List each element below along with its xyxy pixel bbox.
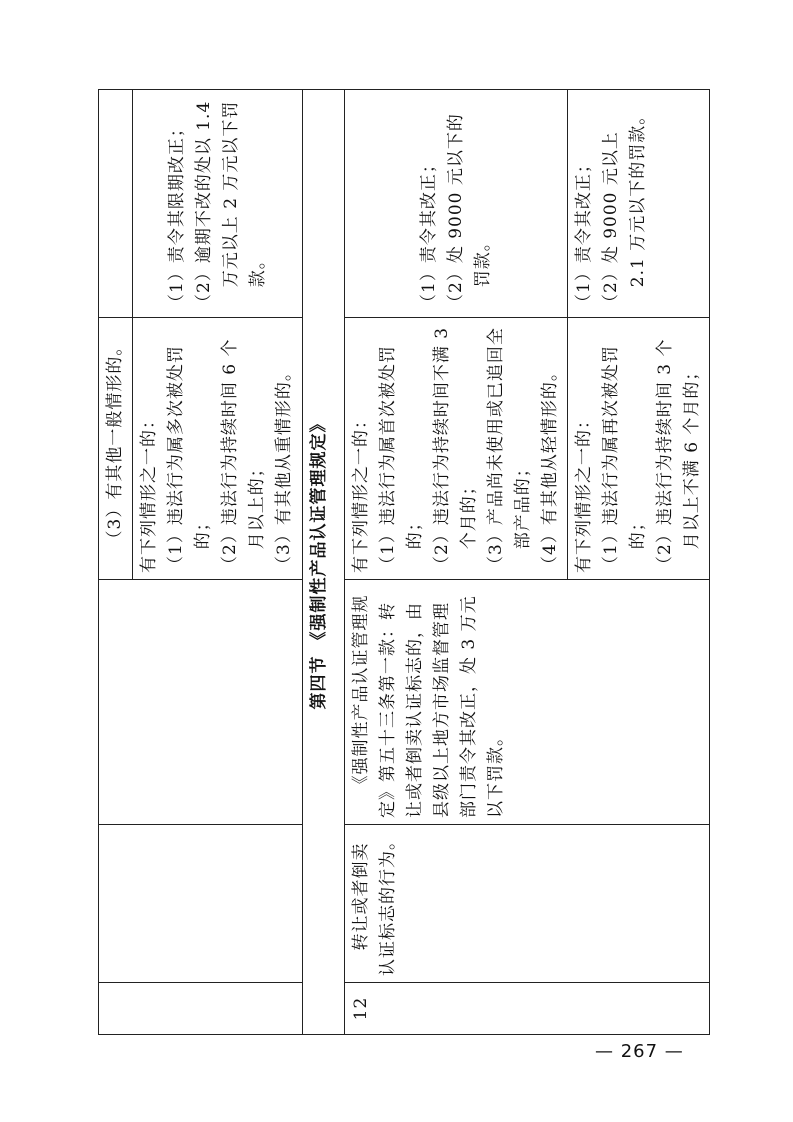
circumstance-item: （1）违法行为属多次被处罚的； bbox=[166, 345, 213, 573]
circumstance-text: （3）有其他一般情形的。 bbox=[105, 337, 125, 548]
table-row bbox=[99, 90, 133, 1035]
legal-basis-cell bbox=[345, 580, 710, 825]
behavior-text: 转让或者倒卖认证标志的行为。 bbox=[351, 832, 398, 976]
penalty-item: （2）逾期不改的处以 1.4 万元以上 2 万元以下罚款。 bbox=[193, 100, 268, 311]
circumstance-cell bbox=[133, 318, 303, 580]
penalty-cell bbox=[568, 90, 710, 318]
circumstance-item: （1）违法行为属首次被处罚的； bbox=[378, 345, 425, 573]
circumstance-item: （4）有其他从轻情形的。 bbox=[540, 363, 560, 573]
penalty-cell bbox=[133, 90, 303, 318]
rotated-page bbox=[98, 90, 702, 1035]
table-row bbox=[345, 90, 568, 1035]
basis-cell-empty bbox=[99, 580, 303, 825]
circumstance-cell bbox=[345, 318, 568, 580]
penalty-item: （2）处 9000 元以下的罚款。 bbox=[445, 113, 493, 311]
penalty-item: （1）责令其改正； bbox=[418, 155, 439, 311]
circumstance-cell bbox=[568, 318, 710, 580]
circumstance-item: （3）有其他从重情形的。 bbox=[274, 363, 294, 573]
penalty-item: （2）处 9000 元以上 2.1 万元以下的罚款。 bbox=[601, 106, 648, 311]
circumstance-intro: 有下列情形之一的： bbox=[574, 411, 594, 573]
row-number: 12 bbox=[345, 983, 710, 1035]
penalty-cell bbox=[345, 90, 568, 318]
section-heading: 第四节 《强制性产品认证管理规定》 bbox=[303, 90, 345, 1035]
behavior-cell bbox=[345, 825, 710, 983]
circumstance-cell bbox=[99, 318, 133, 580]
legal-basis-text: 《强制性产品认证管理规定》第五十三条第一款：转让或者倒卖认证标志的，由县级以上地方市场监督管理部门责令其改正，处 3 万元以下罚款。 bbox=[351, 594, 506, 818]
circumstance-item: （2）违法行为持续时间不满 3 个月的； bbox=[432, 326, 479, 573]
circumstance-item: （1）违法行为属再次被处罚的； bbox=[601, 345, 648, 573]
page-number: — 267 — bbox=[595, 1041, 684, 1062]
circumstance-item: （2）违法行为持续时间 6 个月以上的； bbox=[220, 338, 267, 573]
circumstance-item: （3）产品尚未使用或已追回全部产品的； bbox=[486, 327, 533, 573]
number-cell-empty bbox=[99, 983, 303, 1035]
penalty-table bbox=[98, 89, 710, 1035]
table-row bbox=[303, 90, 345, 1035]
behavior-cell-empty bbox=[99, 825, 303, 983]
circumstance-intro: 有下列情形之一的： bbox=[351, 411, 371, 573]
penalty-cell bbox=[99, 90, 133, 318]
penalty-item: （1）责令其限期改正； bbox=[166, 119, 187, 311]
circumstance-item: （2）违法行为持续时间 3 个月以上不满 6 个月的； bbox=[655, 338, 702, 573]
circumstance-intro: 有下列情形之一的： bbox=[139, 411, 159, 573]
penalty-item: （1）责令其改正； bbox=[574, 155, 594, 311]
